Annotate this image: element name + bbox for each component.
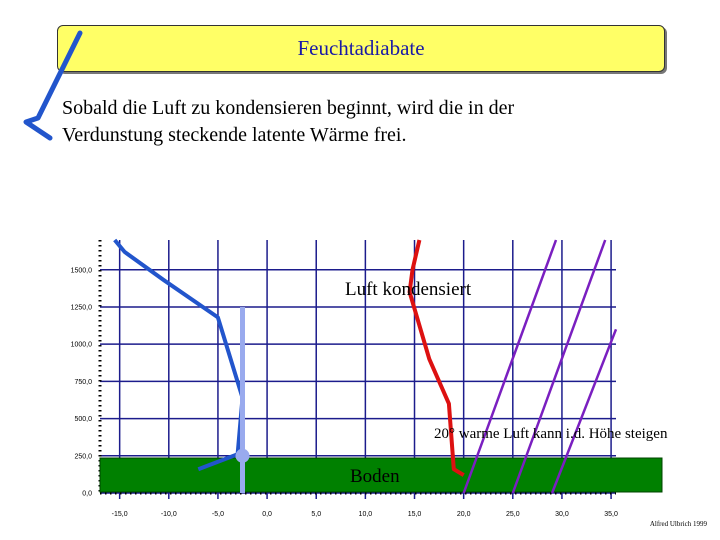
- y-tick-label: 250,0: [74, 453, 92, 461]
- y-tick-label: 1250,0: [70, 304, 92, 312]
- y-tick-label: 1500,0: [70, 267, 92, 275]
- x-tick-label: 15,0: [407, 511, 422, 518]
- x-tick-label: -5,0: [211, 511, 224, 518]
- annotation-ground: Boden: [350, 466, 400, 487]
- y-tick-label: 0,0: [82, 490, 92, 498]
- x-tick-label: 30,0: [555, 511, 569, 518]
- credit-text: Alfred Ulbrich 1999: [649, 520, 707, 528]
- body-text-line-1: Sobald die Luft zu kondensieren beginnt, wird die in der: [62, 97, 515, 119]
- y-tick-label: 750,0: [74, 378, 92, 386]
- decorative-stroke: [26, 33, 80, 138]
- annotation-warm-air: 20° warme Luft kann i.d. Höhe steigen: [434, 426, 668, 442]
- x-tick-label: 5,0: [311, 511, 322, 518]
- annotation-condensing: Luft kondensiert: [345, 279, 472, 300]
- air-parcel-marker: [236, 449, 250, 463]
- decoration: [26, 33, 80, 138]
- x-tick-label: 20,0: [456, 511, 471, 518]
- y-tick-label: 500,0: [74, 416, 92, 424]
- slide-title: Feuchtadiabate: [297, 36, 425, 60]
- environment-temperature-line: [115, 240, 243, 469]
- y-tick-label: 1000,0: [70, 341, 92, 349]
- x-tick-label: 25,0: [505, 511, 520, 518]
- x-tick-label: 35,0: [604, 511, 618, 518]
- x-tick-label: 0,0: [262, 511, 272, 518]
- x-tick-label: 10,0: [358, 511, 373, 518]
- body-text-line-2: Verdunstung steckende latente Wärme frei.: [62, 124, 407, 146]
- x-tick-label: -15,0: [111, 511, 128, 518]
- x-tick-label: -10,0: [160, 511, 177, 518]
